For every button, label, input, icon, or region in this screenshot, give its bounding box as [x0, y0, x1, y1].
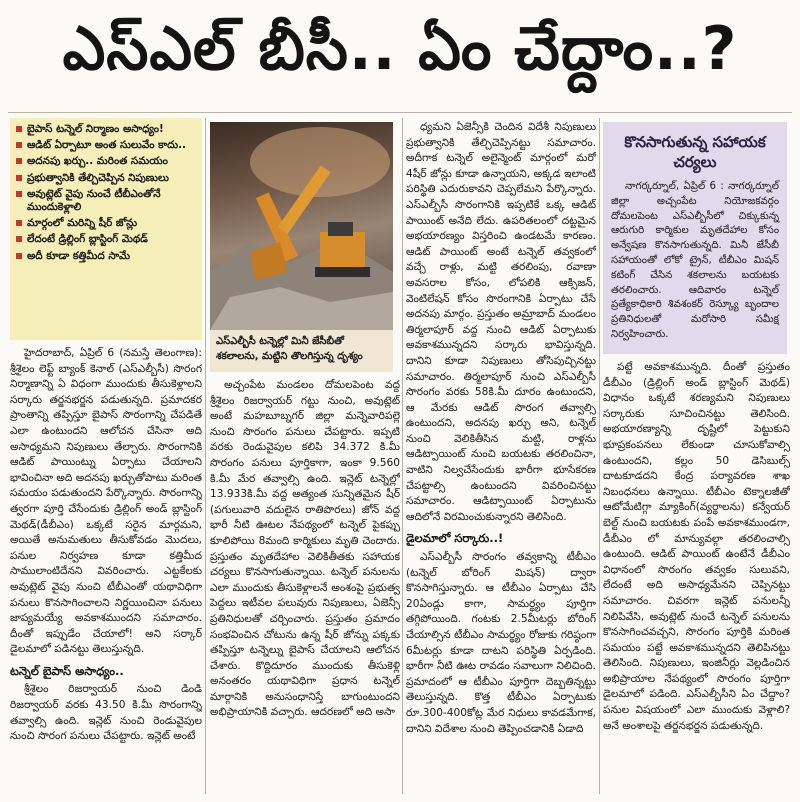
- highlight-item: ప్రభుత్వానికి తేల్చిచెప్పిన నిపుణులు: [16, 172, 196, 185]
- photo-caption: ఎస్ఎల్బీసీ టన్నెల్లో మినీ జేసీబీతో శకలాలను, మట్టిని తొలగిస్తున్న దృశ్యం: [210, 330, 393, 372]
- article-column-3: [406, 120, 596, 792]
- bullet-icon: [16, 175, 22, 181]
- highlight-item: అవుట్లెట్ వైపు నుంచే టీబీఎంతోనే ముందుకెళ్లాలి: [16, 188, 196, 214]
- paragraph: అచ్చంపేట మండలం దోమలపెంట వద్ద శ్రీశైలం రిజర్వాయర్ గట్టు నుంచి, అవుట్లెట్ అంటే మహబూబ్నగర్ జిల్లా మన్నెవారిపల్లె నుంచి సొరంగం పనులు చేపట్టారు. ఇప్పటి వరకు రెండువైపుల కలిపి 34.372 కి.మీ సొరంగం పనులు పూర్తికాగా, ఇంకా 9.560 కి.మీ మేర తవ్వాల్సి ఉంది. ఇన్లెట్ టన్నెల్లో 13.933కి.మీ వద్ద అత్యంత సున్నితమైన షీర్ (పగులువారి వదులైన రాతిపొరలు) జోన్ వద్ద భారీ నీటి ఊటల నేపథ్యంలో టన్నెల్ పైకప్పు కూలిపోయి 8మంది కార్మికులు మృతి చెందారు. ప్రస్తుతం మృతదేహాల వెలికితీతకు సహాయక చర్యలు కొనసాగుతున్నాయి. టన్నెల్ పనులను ఎలా ముందుకు తీసుకెళ్లాలనే అంశంపై ప్రభుత్వ పెద్దలు ఇటీవల పలువురు నిపుణులు, ఏజెన్సీ ప్రతినిధులతో చర్చించారు. ప్రస్తుతం ప్రమాదం సంభవించిన చోటును ఉన్న షీర్ జోన్ను పక్కకు తప్పిస్తూ టన్నెల్ను బైపాస్ చేయాలని ఆలోచన చేశారు. కొద్దిదూరం ముందుకు తీసుకెళ్లి అనంతరం యథావిధిగా ప్రధాన టన్నెల్ మార్గానికి అనుసంధానిస్తే బాగుంటుందని అభిప్రాయానికి వచ్చారు. ఆదరణలో అది అసా: [210, 379, 400, 719]
- article-column-2: [210, 378, 400, 792]
- bullet-icon: [16, 158, 22, 164]
- bullet-icon: [16, 253, 22, 259]
- article-column-1: [10, 346, 202, 792]
- bullet-icon: [16, 220, 22, 226]
- headline: ఎస్ఎల్ బీసీ.. ఏం చేద్దాం..?: [62, 14, 738, 84]
- subheading: డైలమాలో సర్కారు..!: [406, 531, 504, 546]
- article-column-4: [603, 360, 790, 792]
- highlight-item: బైపాస్ టన్నెల్ నిర్మాణం అసాధ్యం!: [16, 123, 196, 136]
- bullet-icon: [16, 191, 22, 197]
- highlights-box: [10, 118, 202, 340]
- excavator-illustration: [210, 122, 393, 330]
- rescue-sidebox: [603, 122, 787, 354]
- subheading: టన్నెల్ బైపాస్ అసాధ్యం..: [10, 663, 124, 678]
- sidebox-title: కొనసాగుతున్న సహాయక చర్యలు: [624, 133, 766, 171]
- paragraph: ఎస్ఎల్బీసీ సొరంగం తవ్వకాన్ని టీబీఎం (టన్నెల్ బోరింగ్ మిషన్) ద్వారా కొనసాగిస్తున్నారు. ఆ టీబీఎం ఏర్పాటు చేసి 20ఏండ్లు కాగా, సామర్థ్యం పూర్తిగా తగ్గిపోయింది. గంటకు 2.5మీటర్లు బోరింగ్ చేయాల్సిన టీబీఎం సామర్థ్యం రోజుకు గరిష్ఠంగా 6మీటర్లు కూడా దాటని పరిస్థితి ఏర్పడింది. భారీగా నీటి ఊట రావడం సవాలుగా నిలిచింది. ప్రమాదంలో ఆ టీబీఎం పూర్తిగా దెబ్బతిన్నట్టు తెలుస్తున్నది. కొత్త టీబీఎం ఏర్పాటుకు రూ.300-400కోట్ల మేర నిధులు కావడమేగాక, దానిని విదేశాల నుంచి తెప్పించడానికి ఏడాది: [406, 551, 596, 735]
- highlight-item: లేదంటే డ్రిల్లింగ్ బ్లాస్టింగ్ మెథడ్: [16, 233, 196, 246]
- headline-rule: [8, 112, 792, 113]
- highlight-item: అదనపు ఖర్చు.. మరింత సమయం: [16, 155, 196, 168]
- paragraph: హైదరాబాద్, ఏప్రిల్ 6 (నమస్తే తెలంగాణ): శ్రీశైలం లెఫ్ట్ బ్యాంక్ కెనాల్ (ఎస్ఎల్బీసీ) సొరంగ నిర్మాణాన్ని ఏ విధంగా ముందుకు తీసుకెళ్లాలని సర్కారు తర్జనభర్జన పడుతున్నది. ప్రమాదకర ప్రాంతాన్ని తప్పిస్తూ బైపాస్ సొరంగాన్ని చేపడితే ఎలా ఉంటుందని ఆలోచన చేసినా అది అసాధ్యమని నిపుణులు తేల్చారు. సొరంగానికి ఆడిట్ పాయింట్ను ఏర్పాటు చేయాలని భావించినా అది అదనపు ఖర్చుతోపాటు మరింత సమయం పడుతుందని పేర్కొన్నారు. సొరంగాన్ని త్వరగా పూర్తి చేసేందుకు డ్రిల్లింగ్ అండ్ బ్లాస్టింగ్ మెథడ్(డీబీఎం) ఒక్కటే సరైన మార్గమని, అయితే అనుమతులు తీసుకోవడం మొదలు, పనుల నిర్వహణ కూడా కత్తిమీద సాములాంటిదేనని వివరించారు. ఎట్టకేలకు అవుట్లెట్ వైపు నుంచి టీబీఎంతో యథావిధిగా పనులు కొనసాగించాలని నిర్ణయించినా పనులు జాప్యమయ్యే అవకాశముందని సమాచారం. దీంతో ఇప్పుడేం చేయాలో! అని సర్కార్ డైలమాలో పడినట్టు తెలుస్తున్నది.: [10, 347, 202, 656]
- column-rule: [205, 118, 206, 794]
- highlight-item: ఆడిట్ ఏర్పాటూ అంత సులువేం కాదు..: [16, 139, 196, 152]
- sidebox-text: నాగర్కర్నూల్, ఏప్రిల్ 6 : నాగర్కర్నూల్ జిల్లా అచ్చంపేట నియోజకవర్గం దోమలపెంట ఎస్ఎల్బీసీలో చిక్కుకున్న ఆరుగురి కార్మికుల మృతదేహాల కోసం అన్వేషణ కొనసాగుతున్నది. మినీ జేసీబీ సహాయంతో లోకో ట్రైన్, టీబీఎం మిషన్ కటింగ్ చేసిన శకలాలను బయటకు తరలించారు. ఆదివారం టన్నెల్ ప్రత్యేకాధికారి శివశంకర్ రెస్క్యూ బృందాల ప్రతినిధులతో మరోసారి సమీక్ష నిర్వహించారు.: [611, 181, 779, 340]
- paragraph: శ్రీశైలం రిజర్వాయర్ నుంచి డిండి రిజర్వాయర్ వరకు 43.50 కి.మీ సొరంగాన్ని తవ్వాల్సి ఉంది. ఇన్లెట్ నుంచి రెండువైపుల నుంచి సొరంగ పనులు చేపట్టారు. ఇన్లెట్ అంటే: [10, 683, 202, 743]
- bullet-icon: [16, 126, 22, 132]
- highlight-item: మార్గంలో మరిన్ని షీర్ జోన్లు: [16, 217, 196, 230]
- highlight-item: అదీ కూడా కత్తిమీద సామే: [16, 250, 196, 263]
- paragraph: పట్టే అవకాశమున్నది. దీంతో ప్రస్తుతం డీబీఎం (డ్రిల్లింగ్ అండ్ బ్లాస్టింగ్ మెథడ్) విధానం ఒక్కటే శరణ్యమని నిపుణులు సర్కారుకు సూచించినట్టు తెలిసింది. అభయారణ్యాన్ని దృష్టిలో పెట్టుకుని భూప్రకంపనలు లేకుండా చూసుకోవాల్సి ఉంటుందని, కల్లం 50 డెసిబుల్స్ దాటకూడదని కేంద్ర పర్యావరణ శాఖ నిబంధనలు ఉన్నాయి. టీబీఎం టెక్నాలజీతో ఆటోమేటిగ్గా మ్యాకింగ్(వ్యర్థాలను) కన్వేయర్ బెల్ట్ నుంచి బయటకు పంపే అవకాశముండగా, డీబీఎం లో మాన్యువల్గా తరలించాల్సి ఉంటుంది. ఆడిట్ పాయింట్ ఉంటేనే డీబీఎం విధానంలో సొరంగం తవ్వకం సులువని, లేదంటే అది అసాధ్యమేనని చెప్పినట్టు సమాచారం. చివరగా ఇన్లెట్ పనులన్నీ నిలిపివేసి, అవుట్లెట్ నుంచే టన్నెల్ పనులను కొనసాగించవచ్చని, సొరంగం పూర్తికి మరింత సమయం పట్టే అవకాశమున్నదని తెలిపినట్టు తెలిసింది. నిపుణులు, ఇంజినీర్లు వెల్లడించిన అభిప్రాయాల నేపథ్యంలో సొరంగం పూర్తిగా డైలమాలో పడింది. ఎస్ఎల్బీసీని ఏం చేద్దాం? పనుల విషయంలో ఎలా ముందుకు వెళ్లాలి? అనే అంశాలపై తర్జనభర్జన పడుతున్నది.: [603, 361, 790, 732]
- column-rule: [402, 118, 403, 794]
- column-rule: [599, 118, 600, 794]
- bullet-icon: [16, 236, 22, 242]
- bullet-icon: [16, 142, 22, 148]
- paragraph: ధ్యమని ఏజెన్సీకి చెందిన విదేశీ నిపుణులు ప్రభుత్వానికి తేల్చిచెప్పినట్టు సమాచారం. అదీగాక టన్నెల్ అలైన్మెంట్ మార్గంలో మరో 4షీర్ జోన్లు కూడా ఉన్నాయని, అక్కడ ఇలాంటి పరిస్థితి ఎదురుకావని చెప్పలేమని పేర్కొన్నారు. ఎస్ఎల్బీసీ సొరంగానికి ఇప్పటికే ఒక్క ఆడిట్ పాయింట్ అనేది లేదు. ఉపరితలంలో దట్టమైన అభయారణ్యం విస్తరించి ఉండటమే కారణం. ఆడిట్ పాయింట్ అంటే టన్నెల్ తవ్వకంలో వచ్చే రాళ్లు, మట్టి తరలింపు, రవాణా అవసరాల కోసం, లోపలికి ఆక్సిజన్, వెంటిలేషన్ కోసం సొరంగానికి ఏర్పాటు చేసే అదనపు మార్గం. ప్రస్తుతం అమ్రాబాద్ మండలం తిర్మలాపూర్ వద్ద నుంచి ఆడిట్ ఏర్పాటుకు అవకాశమున్నదని సర్కారు భావిస్తున్నది. దానిని కూడా నిపుణులు తోసిపుచ్చినట్టు సమాచారం. తిర్మలాపూర్ నుంచి ఎస్ఎల్బీసీ సొరంగం వరకు 58కి.మీ దూరం ఉంటుందని, ఆ మేరకు ఆడిట్ సొరంగ తవ్వాల్సి ఉంటుందని, అదనపు ఖర్చు అని, టన్నెల్ నుంచి వెలికితీసిన మట్టి, రాళ్లను ఆడిట్పాయింట్ నుంచి బయటకు తరలించినా, వాటిని నిల్వచేసేందుకు భారీగా భూసేకరణ చేపట్టాల్సి ఉంటుందని వివరించినట్టు సమాచారం. ఆడిట్పాయింట్ ఏర్పాటును ఆదిలోనే విరమించుకున్నారని తెలిసింది.: [406, 121, 596, 523]
- tunnel-photo: [210, 122, 393, 330]
